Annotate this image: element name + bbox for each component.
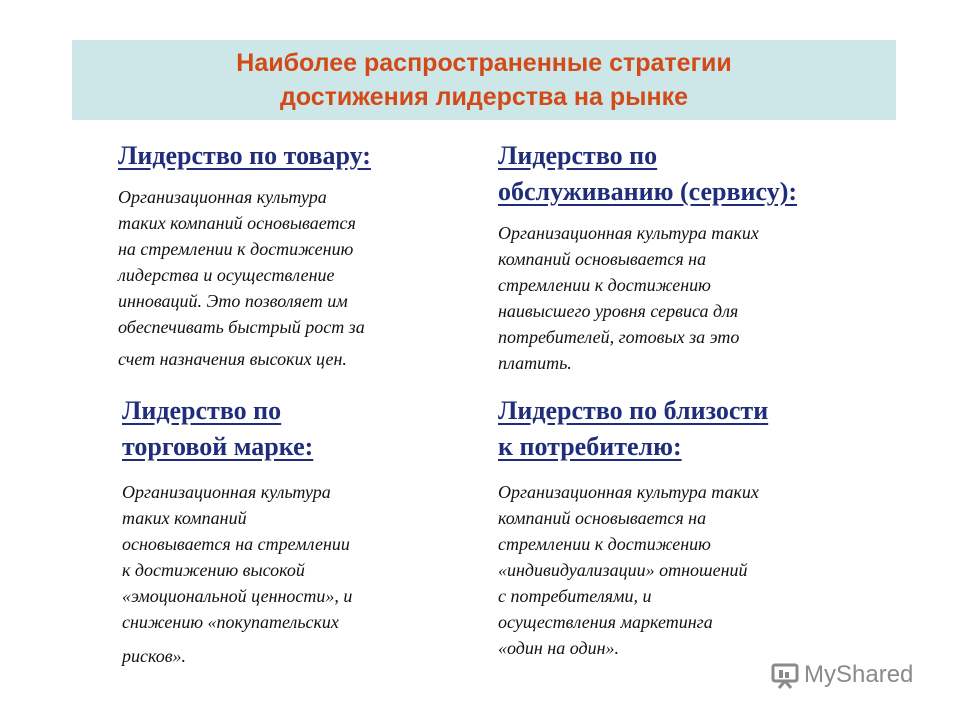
heading-line: торговой марке: bbox=[122, 432, 314, 461]
strategy-service-leadership bbox=[498, 138, 797, 376]
description-line: таких компаний основывается bbox=[118, 213, 356, 233]
description-line: Организационная культура таких bbox=[498, 223, 759, 243]
description-line: Организационная культура bbox=[118, 187, 327, 207]
description-line: Организационная культура bbox=[122, 482, 331, 502]
description-line: компаний основывается на bbox=[498, 508, 707, 528]
heading-line: Лидерство по близости bbox=[498, 396, 769, 425]
strategy-description bbox=[122, 479, 352, 669]
description-line: осуществления маркетинга bbox=[498, 612, 713, 632]
description-line: инноваций. Это позволяет им bbox=[118, 291, 348, 311]
strategy-brand-leadership bbox=[122, 393, 352, 669]
watermark-text: MyShared bbox=[804, 661, 914, 688]
heading-line: к потребителю: bbox=[498, 432, 682, 461]
slide-title-line-2: достижения лидерства на рынке bbox=[279, 83, 689, 111]
description-line: снижению «покупательских bbox=[122, 612, 339, 632]
description-line: счет назначения высоких цен. bbox=[118, 349, 347, 369]
description-line: наивысшего уровня сервиса для bbox=[498, 301, 739, 321]
heading-line: Лидерство по bbox=[498, 141, 658, 170]
strategy-description bbox=[498, 479, 768, 661]
description-line: с потребителями, и bbox=[498, 586, 652, 606]
description-line: «индивидуализации» отношений bbox=[498, 560, 748, 580]
watermark bbox=[770, 657, 930, 693]
description-line: рисков». bbox=[122, 646, 187, 666]
strategy-heading bbox=[122, 393, 352, 465]
description-line: потребителей, готовых за это bbox=[498, 327, 740, 347]
description-line: основывается на стремлении bbox=[122, 534, 350, 554]
slide-title-line-1: Наиболее распространенные стратегии bbox=[236, 49, 732, 77]
strategy-description bbox=[498, 220, 797, 376]
description-line: стремлении к достижению bbox=[498, 275, 711, 295]
description-line: «эмоциональной ценности», и bbox=[122, 586, 353, 606]
description-line: на стремлении к достижению bbox=[118, 239, 354, 259]
strategy-heading bbox=[498, 138, 797, 210]
heading-line: Лидерство по bbox=[122, 396, 282, 425]
presentation-board-icon bbox=[770, 660, 800, 690]
description-line: лидерства и осуществление bbox=[118, 265, 335, 285]
description-line: к достижению высокой bbox=[122, 560, 305, 580]
strategy-heading bbox=[498, 393, 768, 465]
slide-title-banner bbox=[72, 40, 896, 120]
heading-line: обслуживанию (сервису): bbox=[498, 177, 798, 206]
description-line: компаний основывается на bbox=[498, 249, 707, 269]
strategy-customer-intimacy bbox=[498, 393, 768, 661]
description-line: таких компаний bbox=[122, 508, 247, 528]
description-line: обеспечивать быстрый рост за bbox=[118, 317, 365, 337]
heading-line: Лидерство по товару: bbox=[118, 141, 371, 170]
description-line: «один на один». bbox=[498, 638, 620, 658]
description-line: Организационная культура таких bbox=[498, 482, 759, 502]
strategy-heading bbox=[118, 138, 371, 174]
description-line: платить. bbox=[498, 353, 572, 373]
strategy-description bbox=[118, 184, 371, 372]
description-line: стремлении к достижению bbox=[498, 534, 711, 554]
strategy-product-leadership bbox=[118, 138, 371, 372]
